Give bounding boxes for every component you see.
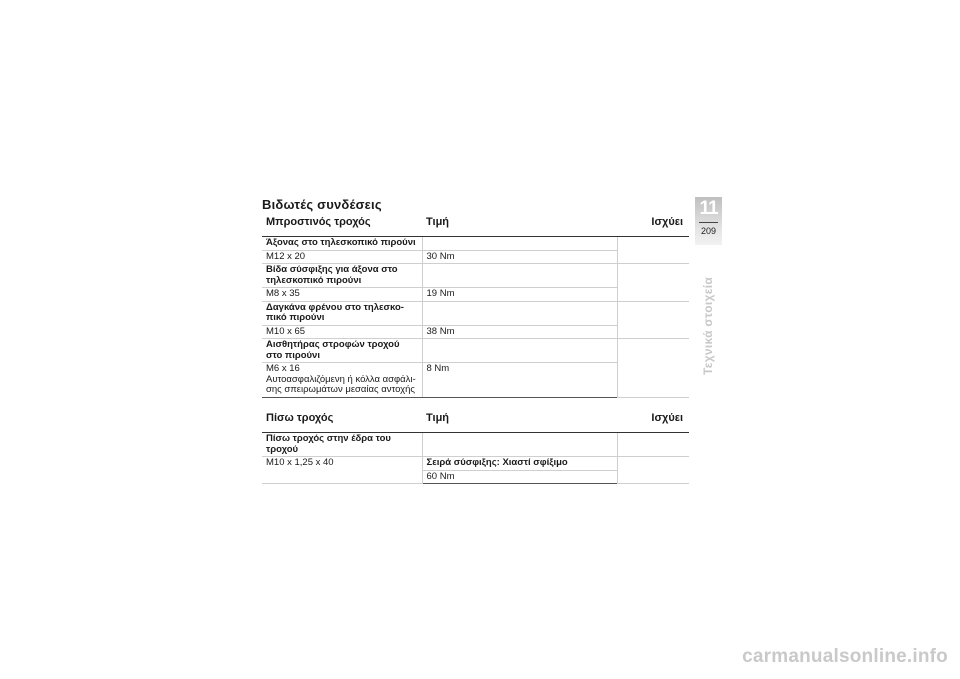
table-row <box>262 339 689 363</box>
table-row <box>262 264 689 288</box>
table-row <box>262 301 689 325</box>
column-header-value: Τιμή <box>422 405 617 433</box>
component-name: Πίσω τροχός στην έδρα του τροχού <box>262 433 422 457</box>
chapter-divider <box>699 222 718 223</box>
spec-note: Αυτοασφαλιζόμενη ή κόλλα ασφάλι-σης σπειρωμάτων μεσαίας αντοχής <box>266 373 416 395</box>
front-wheel-table <box>262 209 689 398</box>
torque-value: 60 Nm <box>422 470 617 484</box>
watermark: carmanualsonline.info <box>742 646 948 667</box>
chapter-side-label: Τεχνικά στοιχεία <box>701 276 715 376</box>
chapter-number: 11 <box>699 198 718 219</box>
torque-value: 38 Nm <box>422 325 617 339</box>
thread-spec: M8 x 35 <box>262 288 422 302</box>
page-title: Βιδωτές συνδέσεις <box>262 197 382 212</box>
column-header-applies: Ισχύει <box>617 405 689 433</box>
thread-spec-cell <box>262 363 422 398</box>
table-row <box>262 433 689 457</box>
page-number: 209 <box>700 226 717 236</box>
table-header-row <box>262 209 689 237</box>
rear-wheel-table <box>262 405 689 484</box>
thread-spec: M6 x 16 <box>266 363 300 374</box>
component-name: Δαγκάνα φρένου στο τηλεσκο-πικό πιρούνι <box>262 301 422 325</box>
torque-value: 19 Nm <box>422 288 617 302</box>
column-header-component: Πίσω τροχός <box>262 405 422 433</box>
component-name: Αισθητήρας στροφών τροχού στο πιρούνι <box>262 339 422 363</box>
thread-spec: M10 x 65 <box>262 325 422 339</box>
tightening-procedure: Σειρά σύσφιξης: Χιαστί σφίξιμο <box>422 457 617 471</box>
torque-value: 30 Nm <box>422 250 617 264</box>
table-header-row <box>262 405 689 433</box>
column-header-applies: Ισχύει <box>617 209 689 237</box>
component-name: Βίδα σύσφιξης για άξονα στο τηλεσκοπικό πιρούνι <box>262 264 422 288</box>
table-row <box>262 457 689 471</box>
thread-spec: M12 x 20 <box>262 250 422 264</box>
column-header-component: Μπροστινός τροχός <box>262 209 422 237</box>
table-row <box>262 237 689 251</box>
thread-spec: M10 x 1,25 x 40 <box>262 457 422 484</box>
component-name: Άξονας στο τηλεσκοπικό πιρούνι <box>262 237 422 251</box>
column-header-value: Τιμή <box>422 209 617 237</box>
torque-value: 8 Nm <box>422 363 617 398</box>
